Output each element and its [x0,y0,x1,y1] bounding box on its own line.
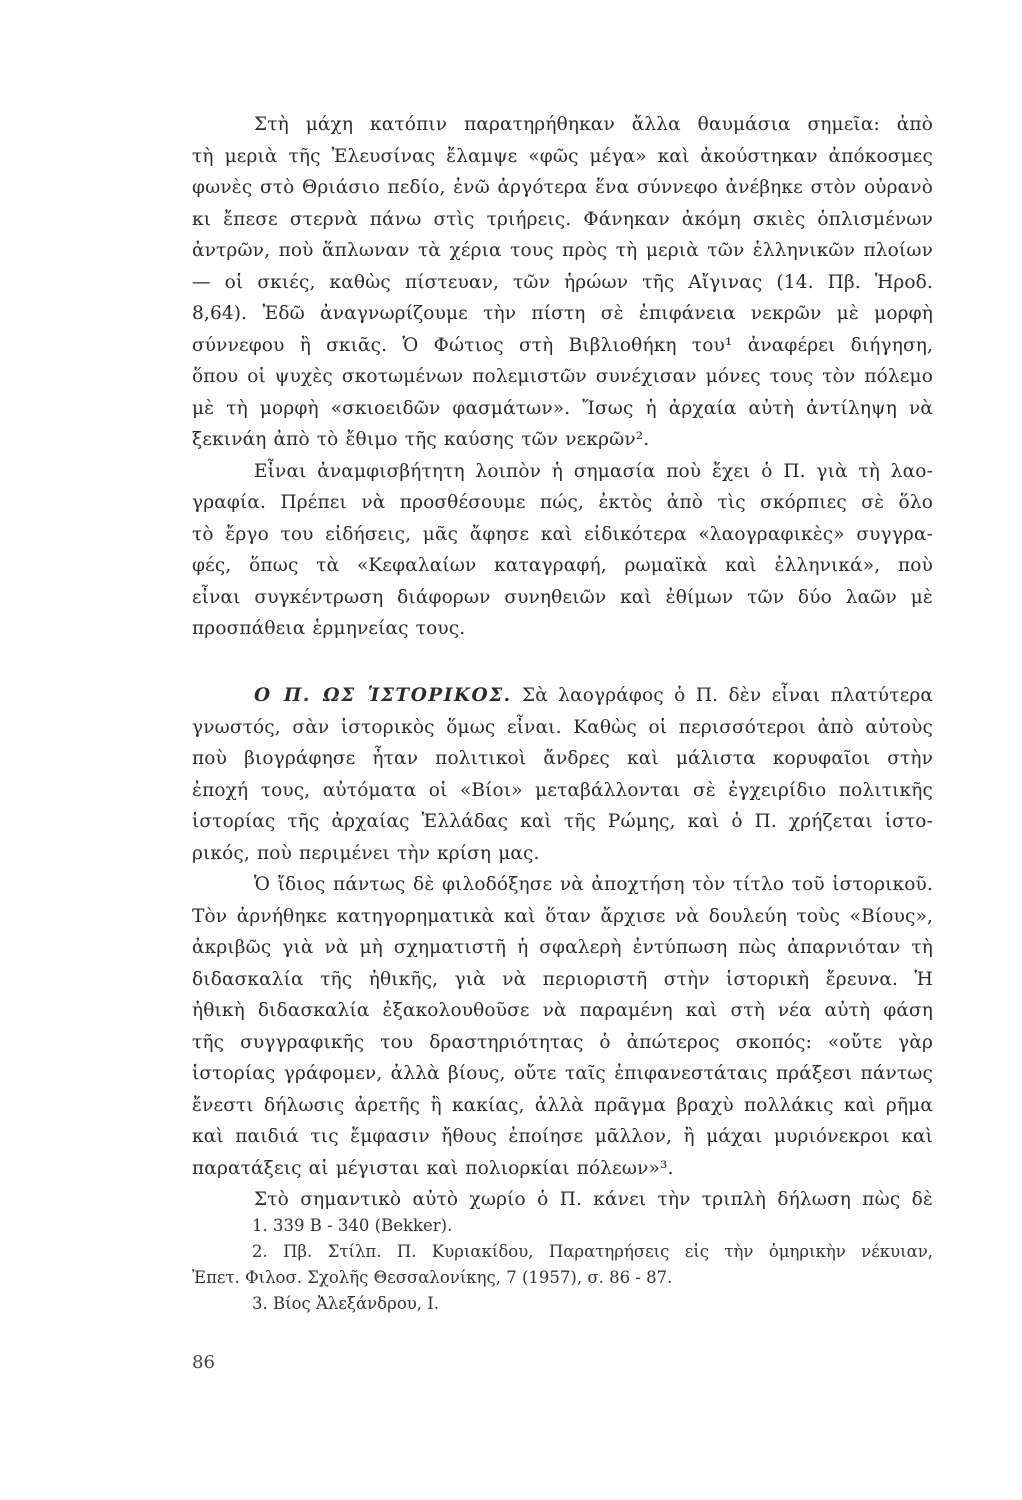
footnote-3: 3. Βίος Ἀλεξάνδρου, Ι. [252,1294,440,1313]
text-line: ἐποχή τους, αὐτόματα οἱ «Βίοι» μεταβάλλονται σὲ ἐγχειρίδιο πολιτικῆς [192,779,933,801]
section-first-line [192,680,933,712]
text-line: Στὴ μάχη κατόπιν παρατηρήθηκαν ἄλλα θαυμάσια σημεῖα: ἀπὸ [254,114,933,135]
text-line: εἶναι συγκέντρωση διάφορων συνηθειῶν καὶ ἐθίμων τῶν δύο λαῶν μὲ [192,586,933,608]
text-line: τῆς συγγραφικῆς του δραστηριότητας ὁ ἀπώτερος σκοπός: «οὔτε γὰρ [192,1031,933,1053]
text-line: μὲ τὴ μορφὴ «σκιοειδῶν φασμάτων». Ἴσως ἡ ἀρχαία αὐτὴ ἀντίληψη νὰ [192,397,933,419]
text-line: τὴ μεριὰ τῆς Ἐλευσίνας ἔλαμψε «φῶς μέγα» καὶ ἀκούστηκαν ἀπόκοσμες [192,145,933,167]
footnotes [192,1213,933,1317]
paragraph-triple-statement [192,1184,933,1216]
text-line: ἀκριβῶς γιὰ νὰ μὴ σχηματιστῆ ἡ σφαλερὴ ἐντύπωση πὼς ἀπαρνιόταν τὴ [192,937,933,958]
paragraph-folklore-importance [192,456,933,645]
text-line: ρικός, ποὺ περιμένει τὴν κρίση μας. [192,842,540,864]
paragraph-historian-title [192,869,933,1184]
footnote-2: 2. Πβ. Στίλπ. Π. Κυριακίδου, Παρατηρήσεις εἰς τὴν ὁμηρικὴν νέκυιαν, [252,1242,933,1261]
text-line: — οἱ σκιές, καθὼς πίστευαν, τῶν ἡρώων τῆς Αἴγινας (14. Πβ. Ἡροδ. [192,271,933,293]
text-line: τὸ ἔργο του εἰδήσεις, μᾶς ἄφησε καὶ εἰδικότερα «λαογραφικὲς» συγγρα- [192,523,933,545]
text-line: ἔνεστι δήλωσις ἀρετῆς ἢ κακίας, ἀλλὰ πρᾶγμα βραχὺ πολλάκις καὶ ρῆμα [192,1094,933,1116]
text-line: σύννεφου ἢ σκιᾶς. Ὁ Φώτιος στὴ Βιβλιοθήκη του¹ ἀναφέρει διήγηση, [192,334,933,356]
text-line: γνωστός, σὰν ἱστορικὸς ὅμως εἶναι. Καθὼς οἱ περισσότεροι ἀπὸ αὐτοὺς [192,716,933,738]
text-line: κι ἔπεσε στερνὰ πάνω στὶς τριήρεις. Φάνηκαν ἀκόμη σκιὲς ὁπλισμένων [192,208,933,230]
text-line: καὶ παιδιά τις ἔμφασιν ἤθους ἐποίησε μᾶλλον, ἢ μάχαι μυριόνεκροι καὶ [192,1126,933,1147]
text-line: Τὸν ἀρνήθηκε κατηγορηματικὰ καὶ ὅταν ἄρχισε νὰ δουλεύη τοὺς «Βίους», [192,905,933,927]
text-line: ξεκινάη ἀπὸ τὸ ἔθιμο τῆς καύσης τῶν νεκρῶν². [192,429,650,450]
section-first-line-text: Σὰ λαογράφος ὁ Π. δὲν εἶναι πλατύτερα [511,685,933,706]
text-line: ἀντρῶν, ποὺ ἅπλωναν τὰ χέρια τους πρὸς τὴ μεριὰ τῶν ἑλληνικῶν πλοίων [192,240,933,261]
text-line: ἠθικὴ διδασκαλία ἐξακολουθοῦσε νὰ παραμένη καὶ στὴ νέα αὐτὴ φάση [192,1000,933,1021]
text-line: παρατάξεις αἱ μέγισται καὶ πολιορκίαι πόλεων»³. [192,1157,674,1179]
section-historian [192,680,933,869]
text-line: ποὺ βιογράφησε ἦταν πολιτικοὶ ἄνδρες καὶ μάλιστα κορυφαῖοι στὴν [192,748,933,769]
text-line: προσπάθεια ἑρμηνείας τους. [192,618,466,639]
text-line: Στὸ σημαντικὸ αὐτὸ χωρίο ὁ Π. κάνει τὴν τριπλὴ δήλωση πὼς δὲ [254,1189,933,1210]
text-line: 8,64). Ἐδῶ ἀναγνωρίζουμε τὴν πίστη σὲ ἐπιφάνεια νεκρῶν μὲ μορφὴ [192,303,933,324]
text-line: Ὁ ἴδιος πάντως δὲ φιλοδόξησε νὰ ἀποχτήση τὸν τίτλο τοῦ ἱστορικοῦ. [254,874,933,895]
footnote-2-continued: Ἐπετ. Φιλοσ. Σχολῆς Θεσσαλονίκης, 7 (1957), σ. 86 - 87. [192,1268,673,1287]
text-line: Εἶναι ἀναμφισβήτητη λοιπὸν ἡ σημασία ποὺ ἔχει ὁ Π. γιὰ τὴ λαο- [254,460,933,482]
section-heading: Ο Π. ΩΣ ἹΣΤΟΡΙΚΟΣ. [254,685,512,706]
main-text-lower [192,680,933,1216]
page-number: 86 [192,1352,215,1373]
paragraph-battle-signs [192,109,933,456]
text-line: ἱστορίας τῆς ἀρχαίας Ἑλλάδας καὶ τῆς Ρώμης, καὶ ὁ Π. χρήζεται ἱστο- [192,811,933,832]
text-line: φωνὲς στὸ Θριάσιο πεδίο, ἐνῶ ἀργότερα ἕνα σύννεφο ἀνέβηκε στὸν οὐρανὸ [192,177,933,198]
text-line: γραφία. Πρέπει νὰ προσθέσουμε πώς, ἐκτὸς ἀπὸ τὶς σκόρπιες σὲ ὅλο [192,492,933,513]
text-line: ἱστορίας γράφομεν, ἀλλὰ βίους, οὔτε ταῖς ἐπιφανεστάταις πράξεσι πάντως [192,1063,933,1084]
text-line: φές, ὅπως τὰ «Κεφαλαίων καταγραφή, ρωμαϊκὰ καὶ ἑλληνικά», ποὺ [192,555,933,576]
text-line: ὅπου οἱ ψυχὲς σκοτωμένων πολεμιστῶν συνέχισαν μόνες τους τὸν πόλεμο [192,366,933,387]
main-text-upper [192,109,933,645]
footnote-1: 1. 339 B - 340 (Bekker). [252,1216,453,1235]
text-line: διδασκαλία τῆς ἠθικῆς, γιὰ νὰ περιοριστῆ στὴν ἱστορικὴ ἔρευνα. Ἡ [192,968,933,990]
